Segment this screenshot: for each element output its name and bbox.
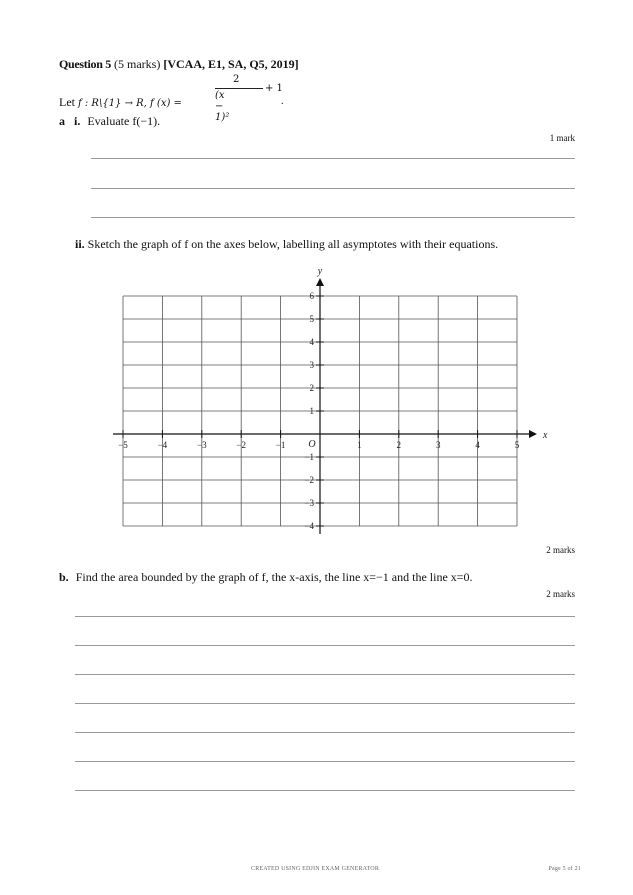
answer-line[interactable] xyxy=(75,645,575,646)
y-tick-label: −3 xyxy=(304,498,314,508)
y-tick-label: −2 xyxy=(304,475,314,485)
part-a-ii xyxy=(75,237,498,252)
function-definition xyxy=(59,95,182,110)
answer-line[interactable] xyxy=(75,790,575,791)
y-tick-label: 2 xyxy=(309,383,314,393)
x-axis-arrow xyxy=(529,430,537,438)
sketch-axes[interactable] xyxy=(100,262,560,542)
answer-line[interactable] xyxy=(75,761,575,762)
answer-line[interactable] xyxy=(91,188,575,189)
part-b-marks: 2 marks xyxy=(546,589,575,599)
y-tick-label: −4 xyxy=(304,521,314,531)
question-number: Question 5 xyxy=(59,57,112,71)
footer-generator: CREATED USING EDJIN EXAM GENERATOR xyxy=(251,866,380,872)
answer-line[interactable] xyxy=(91,217,575,218)
question-marks: (5 marks) xyxy=(114,57,161,71)
part-b-label: b. xyxy=(59,570,69,584)
fraction-numerator: 2 xyxy=(233,74,240,85)
part-b xyxy=(59,570,473,585)
part-a-sub-label: i. xyxy=(74,114,81,128)
fraction-denominator: (x − 1)² xyxy=(215,90,230,123)
answer-line[interactable] xyxy=(91,158,575,159)
x-tick-label: 1 xyxy=(357,440,362,450)
x-tick-label: −2 xyxy=(236,440,246,450)
x-tick-label: −5 xyxy=(118,440,128,450)
x-tick-label: 5 xyxy=(514,440,520,450)
question-heading xyxy=(59,57,299,72)
part-a-ii-label: ii. xyxy=(75,237,85,251)
part-a-label: a xyxy=(59,114,65,128)
x-tick-label: −3 xyxy=(197,440,207,450)
part-a-i xyxy=(59,114,160,129)
y-tick-label: −1 xyxy=(304,452,314,462)
part-a-text: Evaluate f(−1). xyxy=(87,114,161,128)
y-axis-label: y xyxy=(317,266,323,277)
answer-line[interactable] xyxy=(75,732,575,733)
x-tick-label: 2 xyxy=(396,440,402,450)
part-a-ii-marks: 2 marks xyxy=(546,545,575,555)
plus-one: + 1 xyxy=(265,83,283,94)
y-axis-arrow xyxy=(316,278,324,286)
x-axis-label: x xyxy=(543,430,548,441)
x-tick-label: 4 xyxy=(475,440,480,450)
y-tick-label: 5 xyxy=(309,314,314,324)
part-a-ii-text: Sketch the graph of f on the axes below, labelling all asymptotes with their equations. xyxy=(87,237,499,251)
footer-page-number: Page 5 of 21 xyxy=(548,866,581,872)
question-source: [VCAA, E1, SA, Q5, 2019] xyxy=(163,57,299,71)
function-expression: f : R\{1} → R, f (x) = xyxy=(78,98,182,109)
x-tick-label: −1 xyxy=(275,440,286,450)
x-tick-label: 3 xyxy=(435,440,441,450)
fraction-bar xyxy=(215,88,263,89)
answer-line[interactable] xyxy=(75,616,575,617)
part-b-text: Find the area bounded by the graph of f, the x-axis, the line x=−1 and the line x=0. xyxy=(75,570,473,584)
y-tick-label: 6 xyxy=(309,291,314,301)
y-tick-label: 3 xyxy=(309,360,314,370)
definition-end: . xyxy=(281,96,284,107)
y-tick-label: 4 xyxy=(309,337,314,347)
origin-label: O xyxy=(308,439,316,450)
x-tick-label: −4 xyxy=(157,440,168,450)
answer-line[interactable] xyxy=(75,703,575,704)
y-tick-label: 1 xyxy=(309,406,314,416)
part-a-marks: 1 mark xyxy=(549,133,575,143)
answer-line[interactable] xyxy=(75,674,575,675)
let-text: Let xyxy=(59,95,75,109)
